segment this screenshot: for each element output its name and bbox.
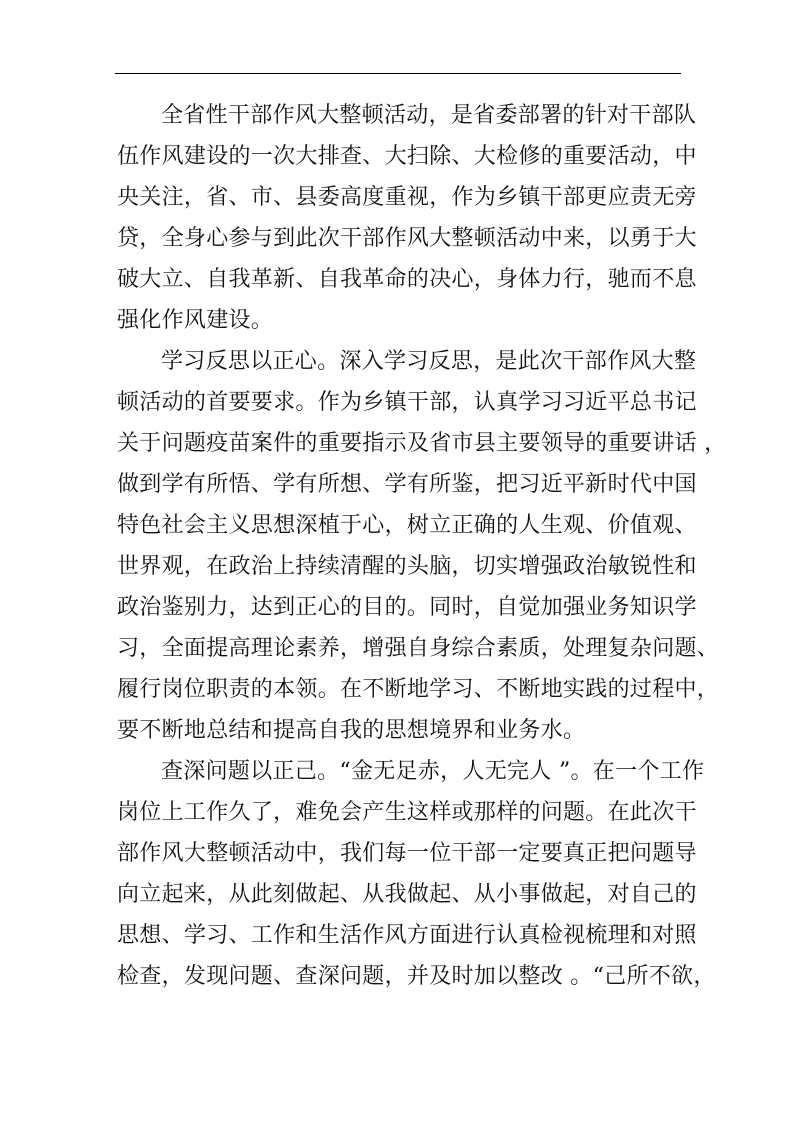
paragraph-line: 做到学有所悟、学有所想、学有所鉴，把习近平新时代中国 (117, 472, 697, 497)
paragraph-line: 特色社会主义思想深植于心，树立正确的人生观、价值观、 (117, 513, 697, 538)
paragraph-line: 向立起来，从此刻做起、从我做起、从小事做起，对自己的 (117, 882, 697, 907)
paragraph-line: 伍作风建设的一次大排查、大扫除、大检修的重要活动，中 (117, 144, 697, 169)
document-body (117, 95, 727, 997)
paragraph-line: 检查，发现问题、查深问题，并及时加以整改 。“己所不欲， (117, 964, 716, 989)
paragraph-line: 履行岗位职责的本领。在不断地学习、不断地实践的过程中， (117, 677, 720, 702)
paragraph-line: 央关注，省、市、县委高度重视，作为乡镇干部更应责无旁 (117, 185, 697, 210)
header-rule (115, 73, 681, 74)
paragraph-line: 查深问题以正己。“金无足赤，人无完人 ”。在一个工作 (161, 759, 705, 784)
paragraph-line: 思想、学习、工作和生活作风方面进行认真检视梳理和对照 (117, 923, 697, 948)
paragraph-line: 部作风大整顿活动中，我们每一位干部一定要真正把问题导 (117, 841, 697, 866)
paragraph-line: 世界观，在政治上持续清醒的头脑，切实增强政治敏锐性和 (117, 554, 697, 579)
paragraph-line: 顿活动的首要要求。作为乡镇干部，认真学习习近平总书记 (117, 390, 697, 415)
paragraph-line: 全省性干部作风大整顿活动，是省委部署的针对干部队 (161, 103, 697, 128)
paragraph-line: 强化作风建设。 (117, 308, 274, 333)
paragraph-line: 岗位上工作久了，难免会产生这样或那样的问题。在此次干 (117, 800, 697, 825)
paragraph-line: 贷，全身心参与到此次干部作风大整顿活动中来，以勇于大 (117, 226, 697, 251)
paragraph-line: 习，全面提高理论素养，增强自身综合素质，处理复杂问题、 (117, 636, 720, 661)
paragraph-line: 政治鉴别力，达到正心的目的。同时，自觉加强业务知识学 (117, 595, 697, 620)
paragraph-line: 关于问题疫苗案件的重要指示及省市县主要领导的重要讲话 ， (117, 431, 727, 456)
paragraph-line: 要不断地总结和提高自我的思想境界和业务水。 (117, 718, 586, 743)
paragraph-line: 破大立、自我革新、自我革命的决心，身体力行，驰而不息 (117, 267, 697, 292)
paragraph-line: 学习反思以正心。深入学习反思，是此次干部作风大整 (161, 349, 697, 374)
